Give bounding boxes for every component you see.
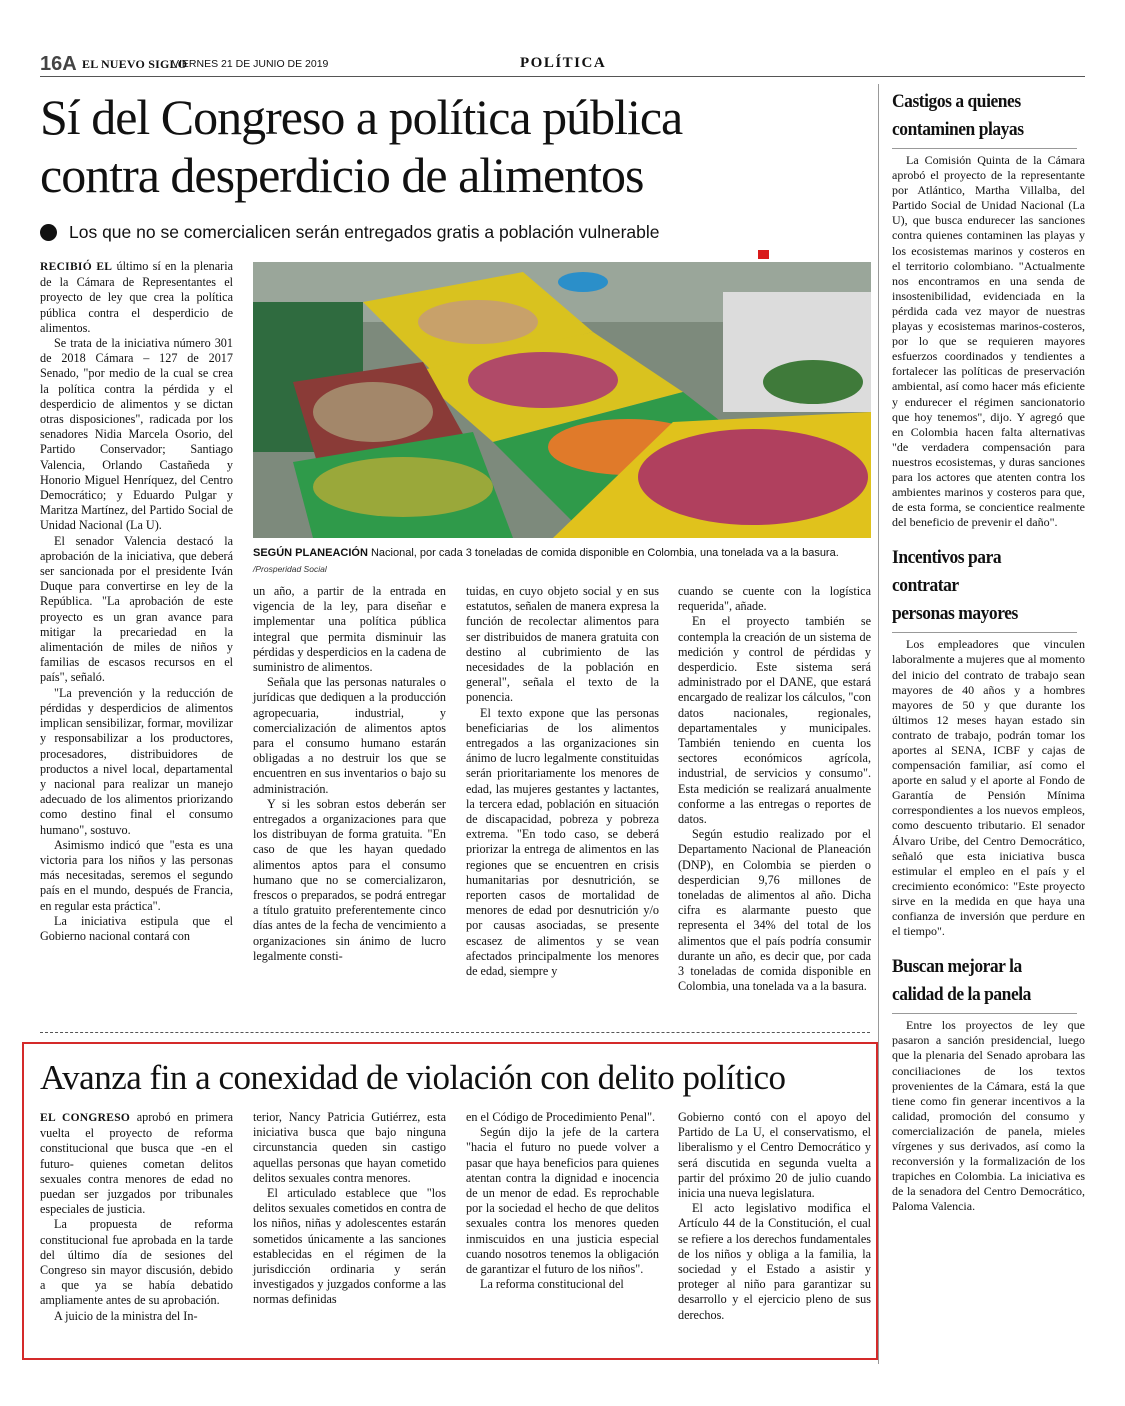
sidebar-heading-line: calidad de la panela [892,984,1031,1006]
paragraph: en el Código de Procedimiento Penal". [466,1110,656,1124]
paragraph: tuidas, en cuyo objeto social y en sus estatutos, señalen de manera expresa la función de recolectar alimentos para ser distribuidos de manera gratuita con destino al cubrimiento de las necesidades de la población en general", señala el texto de la ponencia. [466,584,659,705]
sidebar-body-mayores [892,637,1085,939]
kicker-text: Los que no se comercialicen serán entregados gratis a población vulnerable [69,222,660,242]
paragraph: Los empleadores que vinculen laboralmente a mujeres que al momento del inicio del contrato de trabajo sean mayores de 40 años y a hombres mayores de 50 y que durante los últimos 12 meses hayan estado sin contrato de trabajo, podrán tomar los aportes al SENA, ICBF y cajas de compensación familiar, así como el aporte en salud y el aporte al Fondo de Garantía de Pensión Mínima correspondientes a los nuevos empleos, como descuento tributario. El senador Álvaro Uribe, del Centro Democrático, señaló que esta iniciativa busca estimular el empleo en el país y el crecimiento económico: "Este proyecto sirve en la medida en que haya una confianza de inversión que perdure en el tiempo". [892,637,1085,939]
sidebar-rule [892,1013,1077,1014]
paragraph: El acto legislativo modifica el Artículo 44 de la Constitución, el cual se refiere a los derechos fundamentales de los niños y obliga a la familia, la sociedad y el Estado a asistir y proteger al niño para garantizar su desarrollo y el ejercicio pleno de sus derechos. [678,1201,871,1322]
sidebar-heading-mayores [892,544,1070,628]
sidebar-heading-line: personas mayores [892,603,1018,625]
photo-caption [253,546,873,560]
second-article-column-3 [466,1110,659,1292]
paragraph: La reforma constitucional del [480,1277,624,1292]
paragraph: La Comisión Quinta de la Cámara aprobó el proyecto de la representante por Atlántico, Martha Villalba, del Partido Social de Unidad Nacional (La U), que busca endurecer las sanciones contra quienes contaminen las playas y los ecosistemas marinos y costeros en el territorio colombiano. "Actualmente nos encontramos en una senda de insostenibilidad, evidenciada en la pérdida cada vez mayor de nuestras playas y ecosistemas marinos-costeros, por lo que se requieren mayores esfuerzos coordinados y tendientes a fortalecer las políticas de preservación ambiental, así como hacer más eficiente y endurecer el régimen sancionatorio que hoy tenemos", dijo. Y agregó que en Colombia hacen falta alternativas "de verdadera compensación para nuestros ecosistemas, y duras sanciones para los actores que atenten contra los ambientes marinos y costeros para que, de esta forma, se concientice realmente del beneficio de prevenir el daño". [892,153,1085,530]
paragraph: aprobó en primera vuelta el proyecto de reforma constitucional que busca que -en el futuro- quienes cometan delitos sexuales contra menores de edad no puedan ser juzgados por tribunales especiales de justicia. [40,1110,233,1217]
paragraph: El texto expone que las personas beneficiarias de los alimentos entregados a las organizaciones sin ánimo de lucro legalmente constituidas serán prioritariamente los menores de edad, las mujeres gestantes y lactantes, la tercera edad, población en situación de discapacidad, pobreza y pobreza extrema. "En todo caso, se deberá priorizar la entrega de alimentos en las regiones que se encuentren en crisis humanitarias por desnutrición, se reporten casos de mortalidad de menores de edad por desnutrición y/o por causas asociadas, se presente escasez de alimentos y se vean afectados principalmente los menores de edad, siempre y [466,705,659,979]
paragraph: Entre los proyectos de ley que pasaron a sanción presidencial, luego que la plenaria del Senado aprobara las conciliaciones de los textos provenientes de la Cámara, está la que tiene como fin generar incentivos a la calidad, promoción del consumo y comercialización de panela, mieles vírgenes y sus derivados, así como la reconversión y la formalización de los trapiches en Colombia. La iniciativa es de la senadora del Centro Democrático, Paloma Valencia. [892,1018,1085,1214]
newspaper-name: EL NUEVO SIGLO [82,57,188,71]
sidebar-rule [892,632,1077,633]
page-number: 16A [40,53,77,75]
main-headline-line1: Sí del Congreso a política pública [40,89,683,145]
main-headline-line2: contra desperdicio de alimentos [40,147,644,203]
paragraph: La iniciativa estipula que el Gobierno nacional contará con [40,913,233,943]
paragraph: A juicio de la ministra del In- [54,1308,198,1323]
paragraph: cuando se cuente con la logística requerida", añade. [678,584,871,614]
header-rule [40,76,1085,77]
paragraph: un año, a partir de la entrada en vigencia de la ley, para diseñar e implementar una política pública integral que permita disminuir las pérdidas y desperdicios en la cadena de suministro de alimentos. [253,584,446,675]
main-article-column-4 [678,584,871,994]
sidebar-rule [892,148,1077,149]
sidebar-divider [878,84,879,1364]
sidebar [892,88,1085,1214]
paragraph: Según dijo la jefe de la cartera "hacia el futuro no puede volver a pasar que haya beneficios para quienes atentan contra la dignidad e inocencia de un menor de edad. Es reprochable por la sociedad el hecho de que delitos sexuales contra los menores queden inmiscuidos en una justicia especial cuando nosotros tenemos la obligación de garantizar el futuro de los niños". [466,1125,659,1277]
market-produce-photo [253,262,871,538]
sidebar-body-playas [892,153,1085,530]
paragraph: último sí en la plenaria de la Cámara de Representantes el proyecto de ley que crea la política pública contra el desperdicio de alimentos. [40,259,234,335]
bullet-icon [40,224,57,241]
caption-lead: SEGÚN PLANEACIÓN [253,547,368,559]
paragraph: El articulado establece que "los delitos sexuales cometidos en contra de los niños, niñas y adolescentes estarán sometidos únicamente a las sanciones establecidas en el régimen de la jurisdicción ordinaria y serán investigados y juzgados conforme a las normas definidas [253,1186,446,1307]
main-article-column-2 [253,584,446,964]
paragraph: Y si les sobran estos deberán ser entregados a organizaciones para que los distribuyan de forma gratuita. "En caso de que les hayan quedado alimentos aptos para el consumo humano que no se comercializaron, frescos o preparados, se podrá entregar a título gratuito preferentemente cinco días antes de la fecha de vencimiento a organizaciones sin ánimo de lucro legalmente consti- [253,796,446,963]
second-article-column-1 [40,1110,233,1324]
paragraph: Según estudio realizado por el Departamento Nacional de Planeación (DNP), en Colombia se pierden o desperdician 9,76 millones de toneladas de alimentos al año. Dicha cifra es alarmante puesto que representa el 34% del total de los alimentos que el país podría consumir durante un año, es decir que, por cada 3 toneladas de comida disponible en Colombia, una tonelada va a la basura. [678,827,871,994]
paragraph: Se trata de la iniciativa número 301 de 2018 Cámara – 127 de 2017 Senado, "por medio de la cual se crea la política contra la pérdida y el desperdicio de alimentos y se dictan otras disposiciones", radicada por los senadores Nidia Marcela Osorio, del Partido Conservador; Santiago Valencia, Orlando Castañeda y Honorio Miguel Henríquez, del Centro Democrático; y Eduardo Pulgar y Maritza Martínez, del Partido Social de Unidad Nacional (La U). [40,336,233,533]
paragraph: terior, Nancy Patricia Gutiérrez, esta iniciativa busca que bajo ninguna circunstancia queden sin castigo aquellas personas que hayan cometido delitos sexuales contra menores. [253,1110,446,1185]
paragraph: "La prevención y la reducción de pérdidas y desperdicios de alimentos implican sensibilizar, formar, movilizar y responsabilizar a los productores, procesadores, distribuidores de productos a nivel local, departamental y nacional para realizar un manejo adecuado de los alimentos priorizando como destino final el consumo humano", sostuvo. [40,685,233,837]
sidebar-heading-line: Castigos a quienes [892,91,1021,112]
article-separator [40,1032,870,1033]
photo-credit: /Prosperidad Social [253,564,327,574]
second-article-column-4 [678,1110,871,1323]
main-article-column-3 [466,584,659,979]
second-article-column-2 [253,1110,446,1308]
main-lead-in: RECIBIÓ EL [40,261,113,273]
caption-text: Nacional, por cada 3 toneladas de comida disponible en Colombia, una tonelada va a la basura. [367,547,839,559]
paragraph: En el proyecto también se contempla la creación de un sistema de medición y control de pérdidas y desperdicio. Este sistema será administrado por el DANE, que estará encargado de realizar los cálculos, "con datos nacionales, regionales, departamentales y municipales. También teniendo en cuenta los sectores económicos agrícola, industrial, de servicios y consumo". Esta medición se realizará anualmente conforme a las entregas o reportes de datos. [678,614,871,827]
sidebar-heading-line: Incentivos para contratar [892,547,1002,597]
section-name: POLÍTICA [520,55,607,71]
main-headline [40,88,860,204]
produce-crates-illustration [253,262,871,538]
sidebar-heading-panela [892,953,1070,1009]
main-kicker [40,222,740,243]
paragraph: Señala que las personas naturales o jurídicas que dediquen a la producción agropecuaria, industrial, y comercialización de alimentos aptos para el consumo humano estarán obligadas a no destruir los que se encuentren en sus inventarios o bajo su administración. [253,675,446,796]
second-headline: Avanza fin a conexidad de violación con delito político [40,1058,786,1097]
second-lead-in: EL CONGRESO [40,1112,131,1124]
paragraph: La propuesta de reforma constitucional fue aprobada en la tarde del último día de sesiones del Congreso sin mayor discusión, debido a que ya se había debatido ampliamente antes de su aprobación. [40,1217,233,1308]
sidebar-heading-line: Buscan mejorar la [892,956,1022,978]
paragraph: El senador Valencia destacó la aprobación de la iniciativa, que deberá ser sancionada por el presidente Iván Duque para convertirse en ley de la República. "La aprobación de este proyecto es un gran avance para mitigar la precariedad en la alimentación de miles de niños y familias de escasos recursos en el país", señaló. [40,533,233,685]
sidebar-heading-playas [892,88,1070,144]
paragraph: Gobierno contó con el apoyo del Partido de La U, el conservatismo, el liberalismo y el Centro Democrático y será discutida en segunda vuelta a partir del próximo 20 de julio cuando inicia una nueva legislatura. [678,1110,871,1201]
red-marker-icon [758,250,769,259]
main-article-column-1 [40,259,233,944]
issue-date: VIERNES 21 DE JUNIO DE 2019 [172,58,329,70]
sidebar-heading-line: contaminen playas [892,119,1024,140]
paragraph: Asimismo indicó que "esta es una victoria para los niños y las personas más necesitadas, seremos el segundo país en el mundo, después de Francia, en regular esta práctica". [40,837,233,913]
sidebar-body-panela [892,1018,1085,1214]
